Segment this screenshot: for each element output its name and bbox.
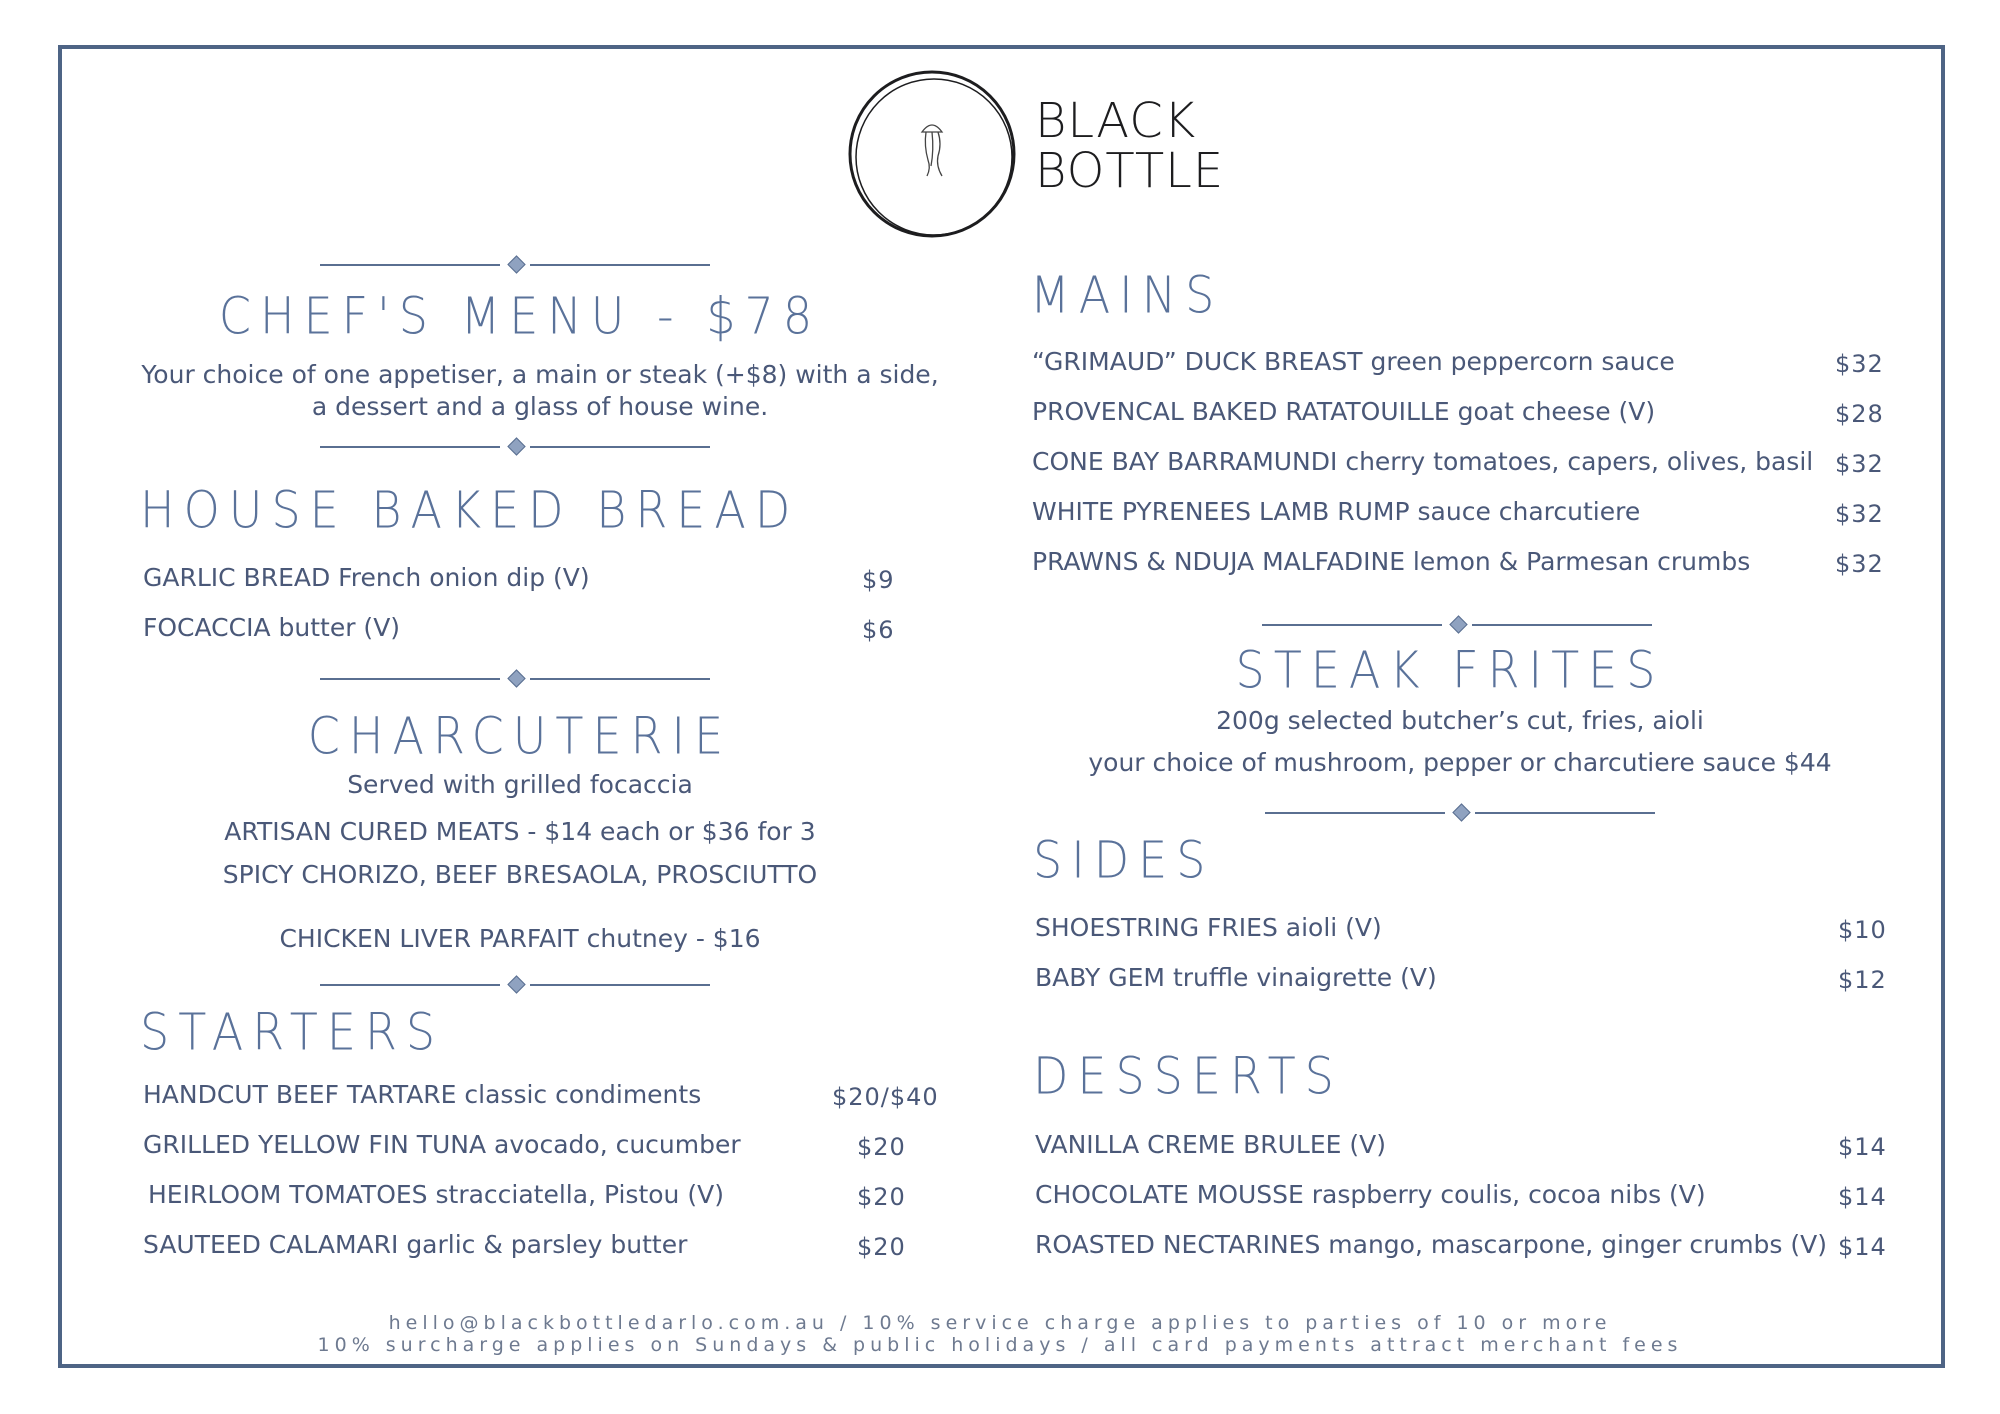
jellyfish-icon — [922, 125, 942, 176]
menu-item: GARLIC BREAD French onion dip (V) — [143, 563, 590, 592]
steak-desc-1: 200g selected butcher’s cut, fries, aioli — [1216, 706, 1704, 735]
item-price: $6 — [862, 616, 895, 644]
charcuterie-parfait: CHICKEN LIVER PARFAIT chutney - $16 — [279, 924, 761, 953]
item-price: $20 — [857, 1183, 906, 1211]
item-price: $20 — [857, 1133, 906, 1161]
bread-title: HOUSE BAKED BREAD — [140, 480, 800, 540]
item-price: $12 — [1838, 966, 1887, 994]
steak-title: STEAK FRITES — [1235, 640, 1665, 700]
footer-line-1: hello@blackbottledarlo.com.au / 10% service charge applies to parties of 10 or more — [388, 1312, 1612, 1334]
menu-item: ROASTED NECTARINES mango, mascarpone, ginger crumbs (V) — [1035, 1230, 1827, 1259]
item-price: $14 — [1838, 1133, 1887, 1161]
item-price: $28 — [1835, 400, 1884, 428]
item-price: $14 — [1838, 1183, 1887, 1211]
divider — [1262, 618, 1652, 632]
menu-item: BABY GEM truffle vinaigrette (V) — [1035, 963, 1437, 992]
sides-title: SIDES — [1033, 830, 1215, 890]
menu-item: “GRIMAUD” DUCK BREAST green peppercorn sauce — [1032, 347, 1675, 376]
chefs-menu-desc-1: Your choice of one appetiser, a main or steak (+$8) with a side, — [141, 360, 939, 389]
mains-title: MAINS — [1030, 265, 1224, 325]
item-price: $20 — [857, 1233, 906, 1261]
item-price: $32 — [1835, 350, 1884, 378]
menu-item: CONE BAY BARRAMUNDI cherry tomatoes, capers, olives, basil — [1032, 447, 1814, 476]
item-price: $20/$40 — [832, 1083, 939, 1111]
menu-item: CHOCOLATE MOUSSE raspberry coulis, cocoa nibs (V) — [1035, 1180, 1706, 1209]
logo-line-1: BLACK — [1035, 93, 1197, 149]
divider — [320, 978, 710, 992]
menu-item: PROVENCAL BAKED RATATOUILLE goat cheese (V) — [1032, 397, 1656, 426]
menu-item: HANDCUT BEEF TARTARE classic condiments — [143, 1080, 702, 1109]
item-price: $14 — [1838, 1233, 1887, 1261]
charcuterie-meats: ARTISAN CURED MEATS - $14 each or $36 for 3 — [224, 817, 816, 846]
chefs-menu-desc-2: a dessert and a glass of house wine. — [311, 392, 769, 421]
logo-wordmark — [1035, 93, 1225, 199]
steak-desc-2: your choice of mushroom, pepper or charcutiere sauce $44 — [1088, 748, 1832, 777]
charcuterie-title: CHARCUTERIE — [307, 706, 733, 766]
menu-item: GRILLED YELLOW FIN TUNA avocado, cucumber — [143, 1130, 741, 1159]
menu-item: WHITE PYRENEES LAMB RUMP sauce charcutiere — [1032, 497, 1641, 526]
item-price: $10 — [1838, 916, 1887, 944]
menu-item: VANILLA CREME BRULEE (V) — [1035, 1130, 1386, 1159]
menu-item: SHOESTRING FRIES aioli (V) — [1035, 913, 1382, 942]
menu-item: HEIRLOOM TOMATOES stracciatella, Pistou (V) — [148, 1180, 724, 1209]
menu-item: FOCACCIA butter (V) — [143, 613, 401, 642]
divider — [1265, 806, 1655, 820]
divider — [320, 440, 710, 454]
menu-item: PRAWNS & NDUJA MALFADINE lemon & Parmesan crumbs — [1032, 547, 1751, 576]
menu-item: SAUTEED CALAMARI garlic & parsley butter — [143, 1230, 688, 1259]
divider — [320, 672, 710, 686]
charcuterie-list: SPICY CHORIZO, BEEF BRESAOLA, PROSCIUTTO — [222, 860, 818, 889]
chefs-menu-title: CHEF'S MENU - $78 — [218, 286, 822, 346]
footer-line-2: 10% surcharge applies on Sundays & public holidays / all card payments attract merchant fees — [317, 1334, 1683, 1356]
item-price: $32 — [1835, 500, 1884, 528]
item-price: $32 — [1835, 450, 1884, 478]
divider — [320, 258, 710, 272]
charcuterie-note: Served with grilled focaccia — [347, 770, 693, 799]
starters-title: STARTERS — [140, 1002, 445, 1062]
item-price: $9 — [862, 566, 895, 594]
desserts-title: DESSERTS — [1033, 1046, 1343, 1106]
item-price: $32 — [1835, 550, 1884, 578]
logo-line-2: BOTTLE — [1035, 143, 1225, 199]
